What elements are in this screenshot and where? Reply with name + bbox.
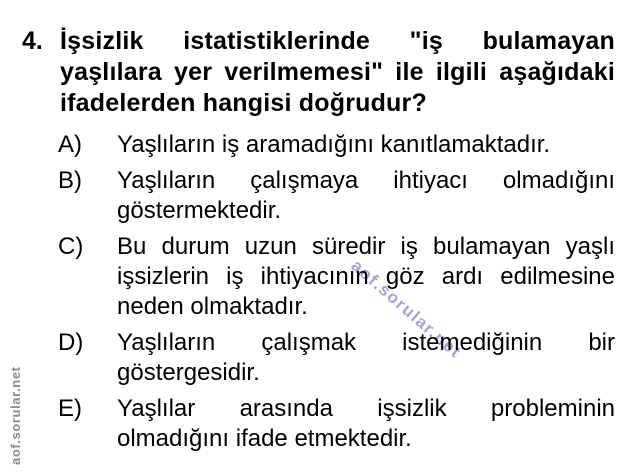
option-line: göstergesidir. (117, 359, 260, 386)
option-a-label: A) (58, 131, 82, 158)
option-b (58, 166, 615, 226)
option-line: Bu durum uzun süredir iş bulamayan yaşlı (117, 233, 615, 260)
option-a (58, 130, 615, 160)
question-line: İşsizlik istatistiklerinde "iş bulamayan (60, 27, 615, 55)
option-line: olmadığını ifade etmektedir. (117, 425, 412, 452)
option-b-label: B) (58, 167, 82, 194)
option-b-text (117, 166, 615, 226)
option-c (58, 232, 615, 322)
option-d-label: D) (58, 329, 84, 356)
question-number: 4. (22, 27, 43, 55)
question-line: yaşlılara yer verilmemesi" ile ilgili aşağıdaki (60, 58, 615, 86)
option-line: Yaşlıların çalışmaya ihtiyacı olmadığını (117, 167, 615, 194)
option-line: işsizlerin iş ihtiyacının göz ardı edilmesine (117, 263, 615, 290)
option-line: Yaşlıların iş aramadığını kanıtlamaktadır. (117, 131, 551, 158)
option-e-text (117, 394, 615, 454)
option-a-text (117, 130, 615, 160)
option-c-text (117, 232, 615, 322)
option-c-label: C) (58, 233, 84, 260)
question-block (22, 26, 615, 119)
option-e-label: E) (58, 395, 82, 422)
options-list (58, 130, 615, 460)
option-d (58, 328, 615, 388)
option-e (58, 394, 615, 454)
watermark-diagonal: aof.sorular.net (347, 256, 466, 362)
question-line: ifadelerden hangisi doğrudur? (60, 89, 427, 117)
option-d-text (117, 328, 615, 388)
option-line: Yaşlılar arasında işsizlik probleminin (117, 395, 615, 422)
option-line: Yaşlıların çalışmak istemediğinin bir (117, 329, 615, 356)
question-text (60, 26, 615, 119)
watermark-sidebar: aof.sorular.net (8, 366, 23, 465)
option-line: göstermektedir. (117, 197, 282, 224)
option-line: neden olmaktadır. (117, 293, 308, 320)
